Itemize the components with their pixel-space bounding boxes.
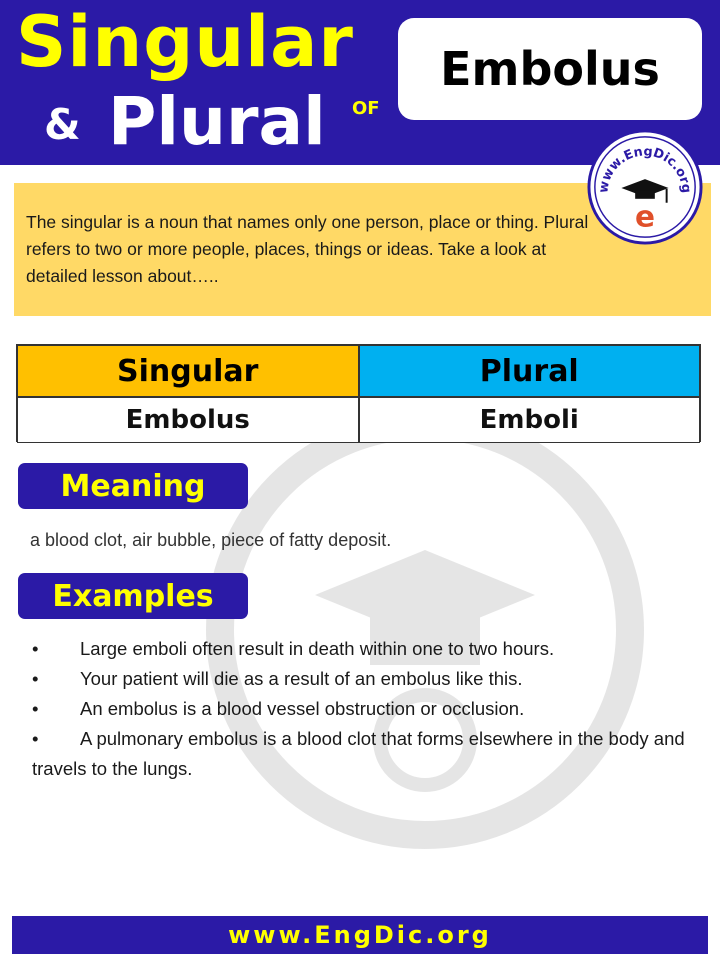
footer-banner (12, 916, 708, 954)
engdic-logo-icon (586, 128, 704, 246)
meaning-label: Meaning (60, 468, 206, 504)
example-text: An embolus is a blood vessel obstruction or occlusion. (80, 698, 525, 719)
intro-text: The singular is a noun that names only one person, place or thing. Plural refers to two or more people, places, things or ideas. Take a look at detailed lesson about….. (26, 212, 589, 286)
singular-plural-table (16, 344, 701, 442)
meaning-label-box (18, 463, 248, 509)
list-item (32, 664, 688, 694)
example-text: Large emboli often result in death within one to two hours. (80, 638, 555, 659)
singular-header: Singular (17, 345, 359, 397)
examples-label-box (18, 573, 248, 619)
title-of: OF (352, 98, 380, 119)
bullet: • (32, 638, 39, 659)
list-item (32, 634, 688, 664)
word-box (398, 18, 702, 120)
singular-value: Embolus (17, 397, 359, 443)
bullet: • (32, 668, 39, 689)
title-singular: Singular (16, 1, 354, 83)
title-ampersand: & (44, 100, 81, 149)
examples-list (32, 634, 688, 784)
logo-letter: e (634, 199, 656, 234)
plural-header: Plural (359, 345, 701, 397)
bullet: • (32, 728, 39, 749)
bullet: • (32, 698, 39, 719)
example-text: Your patient will die as a result of an embolus like this. (80, 668, 523, 689)
headword: Embolus (440, 42, 660, 96)
meaning-text: a blood clot, air bubble, piece of fatty deposit. (30, 530, 392, 550)
examples-label: Examples (52, 578, 214, 614)
plural-value: Emboli (359, 397, 701, 443)
watermark-logo-icon (205, 410, 645, 850)
list-item (32, 694, 688, 724)
footer-url: www.EngDic.org (228, 921, 492, 949)
logo-text: www.EngDic.org (596, 144, 694, 194)
example-text: A pulmonary embolus is a blood clot that forms elsewhere in the body and travels to the lungs. (32, 728, 685, 779)
list-item (32, 724, 688, 784)
title-plural: Plural (108, 83, 326, 160)
